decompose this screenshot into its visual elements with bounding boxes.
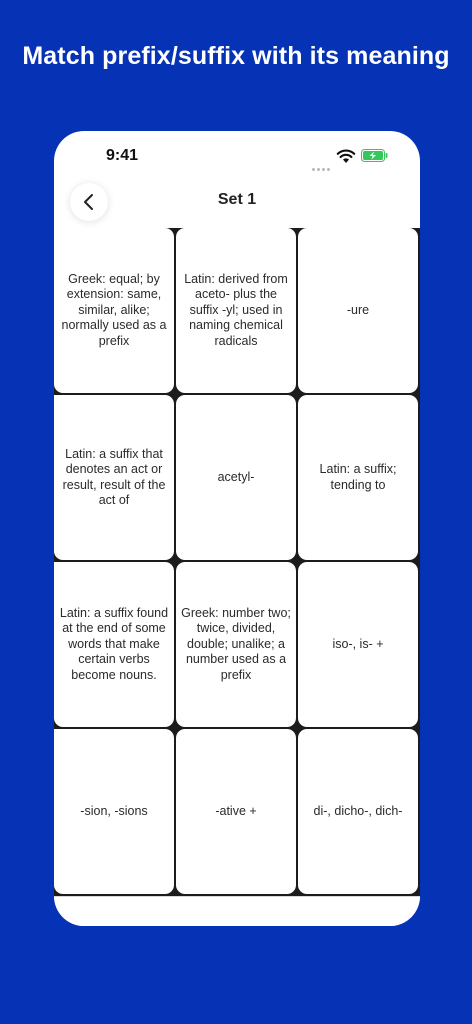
- match-card[interactable]: Latin: derived from aceto- plus the suffix -yl; used in naming chemical radicals: [176, 228, 296, 393]
- set-title: Set 1: [217, 191, 257, 208]
- match-card[interactable]: Greek: equal; by extension: same, similar, alike; normally used as a prefix: [54, 228, 174, 393]
- status-time: 9:41: [106, 147, 139, 164]
- wifi-icon: [336, 148, 356, 164]
- match-card[interactable]: acetyl-: [176, 395, 296, 560]
- page-headline: Match prefix/suffix with its meaning: [22, 42, 450, 70]
- match-card[interactable]: -sion, -sions: [54, 729, 174, 894]
- match-card-grid: [54, 228, 420, 896]
- phone-screen: [54, 131, 420, 926]
- match-card[interactable]: Greek: number two; twice, divided, double; unalike; a number used as a prefix: [176, 562, 296, 727]
- signal-icon: [312, 158, 332, 162]
- bottom-safe-area: [54, 896, 420, 926]
- match-card[interactable]: Latin: a suffix found at the end of some words that make certain verbs become nouns.: [54, 562, 174, 727]
- status-bar: [54, 131, 420, 181]
- match-card[interactable]: -ure: [298, 228, 418, 393]
- match-card[interactable]: Latin: a suffix; tending to: [298, 395, 418, 560]
- match-card[interactable]: -ative +: [176, 729, 296, 894]
- match-card[interactable]: Latin: a suffix that denotes an act or result, result of the act of: [54, 395, 174, 560]
- match-card[interactable]: di-, dicho-, dich-: [298, 729, 418, 894]
- battery-charging-icon: [361, 149, 388, 162]
- navigation-bar: [54, 181, 420, 228]
- match-card[interactable]: iso-, is- +: [298, 562, 418, 727]
